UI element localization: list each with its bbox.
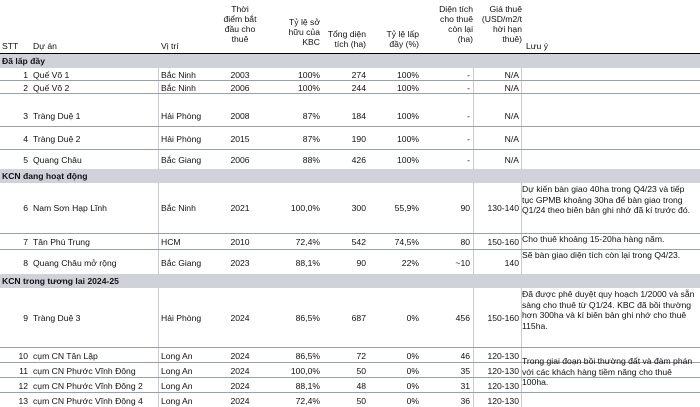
cell-area: 244: [351, 83, 366, 93]
cell-area: 50: [356, 366, 366, 376]
cell-area: 300: [351, 203, 366, 213]
cell-own: 88%: [302, 155, 320, 165]
cell-fill: 0%: [406, 351, 419, 361]
cell-price: 120-130: [487, 351, 519, 361]
cell-price: 140: [504, 258, 519, 268]
cell-year: 2024: [230, 351, 250, 361]
cell-note: Dự kiến bàn giao 40ha trong Q4/23 và tiếp tục GPMB khoảng 30ha để bàn giao trong Q1/24 theo biên bản ghi nhớ đã kí trước đó.: [522, 184, 690, 215]
table-row: [0, 80, 700, 93]
cell-stt: 10: [18, 351, 28, 361]
cell-year: 2008: [230, 111, 250, 121]
cell-year: 2024: [230, 366, 250, 376]
cell-price: 120-130: [487, 366, 519, 376]
cell-remain: 35: [460, 366, 470, 376]
cell-year: 2021: [230, 203, 250, 213]
cell-own: 100,0%: [290, 366, 320, 376]
cell-name: cụm CN Tân Lập: [33, 351, 98, 361]
cell-year: 2003: [230, 70, 250, 80]
cell-year: 2006: [230, 155, 250, 165]
cell-name: Nam Sơn Hạp Lĩnh: [33, 203, 107, 213]
cell-note: Đã được phê duyệt quy hoạch 1/2000 và sẵn sàng cho thuê từ Q1/24. KBC đã bồi thường hơn 300ha và kí biên bản ghi nhớ cho thuê 115ha.: [522, 289, 695, 331]
cell-remain: 46: [460, 351, 470, 361]
cell-fill: 100%: [397, 111, 419, 121]
header-stt: STT: [2, 41, 19, 51]
cell-loc: Bắc Ninh: [161, 203, 196, 213]
table-row: [0, 183, 700, 233]
cell-price: N/A: [504, 70, 519, 80]
cell-price: 120-130: [487, 381, 519, 391]
cell-stt: 2: [23, 83, 28, 93]
header-ty-le-so-huu: Tỷ lệ sở hữu của KBC: [288, 17, 320, 47]
cell-loc: Hải Phòng: [161, 134, 202, 144]
cell-name: Quang Châu mở rộng: [33, 258, 117, 268]
cell-year: 2006: [230, 83, 250, 93]
header-ty-le-lap-day: Tỷ lệ lấp đầy (%): [386, 29, 419, 49]
cell-loc: Hải Phòng: [161, 313, 202, 323]
cell-price: 130-140: [487, 203, 519, 213]
header-tong-dien-tich: Tổng diện tích (ha): [327, 29, 366, 49]
cell-own: 87%: [302, 111, 320, 121]
cell-name: Tân Phú Trung: [33, 237, 90, 247]
cell-stt: 4: [23, 134, 28, 144]
cell-fill: 0%: [406, 366, 419, 376]
cell-name: cụm CN Phước Vĩnh Đông: [33, 366, 136, 376]
cell-own: 100%: [298, 83, 320, 93]
cell-name: Quang Châu: [33, 155, 82, 165]
table-row: [0, 149, 700, 169]
cell-fill: 0%: [406, 313, 419, 323]
cell-note: Sẽ bàn giao diện tích còn lại trong Q4/23.: [522, 250, 681, 260]
cell-own: 88,1%: [295, 381, 320, 391]
cell-price: N/A: [504, 83, 519, 93]
cell-remain: -: [467, 155, 470, 165]
cell-year: 2024: [230, 313, 250, 323]
header-vi-tri: Vị trí: [161, 41, 179, 51]
cell-loc: Bắc Giang: [161, 155, 202, 165]
cell-own: 100%: [298, 70, 320, 80]
cell-stt: 9: [23, 313, 28, 323]
cell-area: 274: [351, 70, 366, 80]
cell-fill: 100%: [397, 134, 419, 144]
cell-year: 2015: [230, 134, 250, 144]
cell-remain: -: [467, 134, 470, 144]
cell-remain: 31: [460, 381, 470, 391]
cell-stt: 8: [23, 258, 28, 268]
cell-remain: -: [467, 83, 470, 93]
cell-name: cụm CN Phước Vĩnh Đông 4: [33, 396, 143, 406]
cell-loc: Bắc Ninh: [161, 70, 196, 80]
table-row: [0, 249, 700, 274]
cell-loc: Long An: [161, 351, 193, 361]
header-du-an: Dự án: [33, 41, 57, 51]
cell-loc: HCM: [161, 237, 181, 247]
cell-own: 86,5%: [295, 313, 320, 323]
cell-price: 120-130: [487, 396, 519, 406]
cell-own: 100,0%: [290, 203, 320, 213]
cell-price: N/A: [504, 155, 519, 165]
cell-stt: 13: [18, 396, 28, 406]
cell-own: 87%: [302, 134, 320, 144]
table-row: [0, 288, 700, 347]
cell-remain: -: [467, 70, 470, 80]
cell-remain: 80: [460, 237, 470, 247]
cell-name: Tràng Duệ 3: [33, 313, 81, 323]
header-luu-y: Lưu ý: [526, 41, 548, 51]
header-dien-tich-con-lai: Diện tích cho thuê còn lại (ha): [439, 4, 473, 44]
cell-stt: 5: [23, 155, 28, 165]
cell-area: 184: [351, 111, 366, 121]
cell-loc: Bắc Giang: [161, 258, 202, 268]
cell-year: 2024: [230, 381, 250, 391]
note-rows-10-13: Trong giai đoạn bồi thường đất và đàm phán với các khách hàng tiềm năng cho thuê 100ha.: [522, 356, 693, 387]
cell-fill: 55,9%: [394, 203, 419, 213]
cell-own: 86,5%: [295, 351, 320, 361]
cell-stt: 6: [23, 203, 28, 213]
cell-remain: -: [467, 111, 470, 121]
cell-stt: 12: [18, 381, 28, 391]
table-row: [0, 67, 700, 80]
cell-area: 190: [351, 134, 366, 144]
cell-name: Quế Võ 1: [33, 70, 70, 80]
cell-loc: Long An: [161, 381, 193, 391]
cell-loc: Bắc Ninh: [161, 83, 196, 93]
cell-name: cụm CN Phước Vĩnh Đông 2: [33, 381, 143, 391]
cell-price: 150-160: [487, 313, 519, 323]
cell-year: 2010: [230, 237, 250, 247]
header-gia-thue: Giá thuê (USD/m2/t hời hạn thuê): [481, 4, 522, 44]
table-row: [0, 126, 700, 149]
cell-fill: 100%: [397, 70, 419, 80]
cell-year: 2023: [230, 258, 250, 268]
table-row: [0, 233, 700, 249]
row-divider: [0, 93, 700, 94]
cell-fill: 74,5%: [394, 237, 419, 247]
cell-remain: ~10: [455, 258, 470, 268]
cell-stt: 1: [23, 70, 28, 80]
cell-fill: 22%: [401, 258, 419, 268]
table-row: [0, 392, 700, 407]
cell-area: 50: [356, 396, 366, 406]
cell-area: 542: [351, 237, 366, 247]
group-header-kcn-dang-hoat-dong: KCN đang hoạt động: [0, 169, 700, 183]
cell-remain: 456: [455, 313, 470, 323]
cell-own: 72,4%: [295, 396, 320, 406]
cell-area: 426: [351, 155, 366, 165]
table-row: [0, 103, 700, 126]
cell-loc: Long An: [161, 366, 193, 376]
cell-name: Quế Võ 2: [33, 83, 70, 93]
header-thoi-diem: Thời điểm bắt đầu cho thuê: [223, 4, 257, 44]
group-header-kcn-tuong-lai: KCN trong tương lai 2024-25: [0, 274, 700, 288]
cell-stt: 3: [23, 111, 28, 121]
group-header-da-lap-day: Đã lấp đầy: [0, 54, 700, 68]
cell-stt: 7: [23, 237, 28, 247]
cell-year: 2024: [230, 396, 250, 406]
cell-name: Tràng Duệ 2: [33, 134, 81, 144]
cell-remain: 36: [460, 396, 470, 406]
cell-area: 90: [356, 258, 366, 268]
cell-fill: 100%: [397, 83, 419, 93]
cell-fill: 0%: [406, 381, 419, 391]
cell-price: N/A: [504, 134, 519, 144]
cell-area: 48: [356, 381, 366, 391]
cell-own: 72,4%: [295, 237, 320, 247]
cell-area: 687: [351, 313, 366, 323]
cell-name: Tràng Duệ 1: [33, 111, 81, 121]
cell-loc: Long An: [161, 396, 193, 406]
cell-fill: 0%: [406, 396, 419, 406]
cell-loc: Hải Phòng: [161, 111, 202, 121]
cell-price: N/A: [504, 111, 519, 121]
cell-remain: 90: [460, 203, 470, 213]
cell-own: 88,1%: [295, 258, 320, 268]
cell-area: 72: [356, 351, 366, 361]
cell-stt: 11: [19, 366, 28, 376]
cell-note: Cho thuê khoảng 15-20ha hàng năm.: [522, 234, 665, 244]
cell-price: 150-160: [487, 237, 519, 247]
cell-fill: 100%: [397, 155, 419, 165]
